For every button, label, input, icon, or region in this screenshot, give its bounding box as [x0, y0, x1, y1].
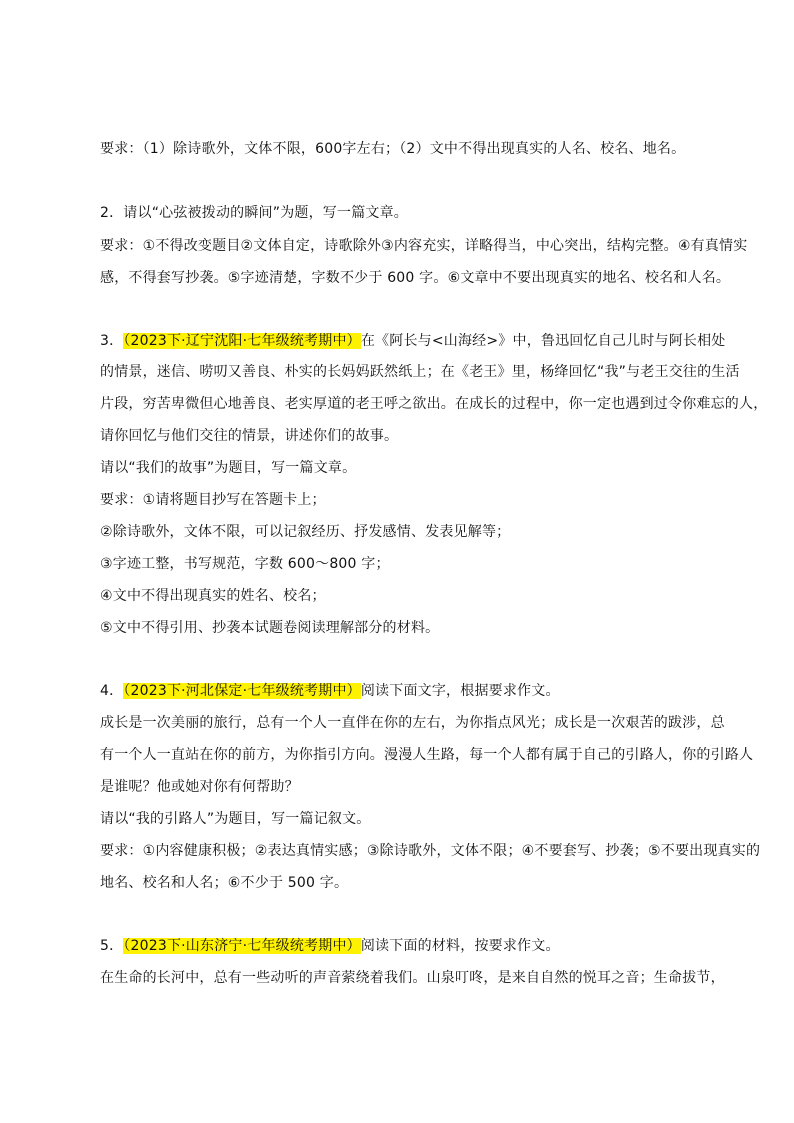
q3-req5: ⑤文中不得引用、抄袭本试题卷阅读理解部分的材料。	[100, 620, 440, 636]
q4-source-highlight: （2023下·河北保定·七年级统考期中）	[123, 683, 361, 699]
q2-requirements-line1: 要求：①不得改变题目②文体自定，诗歌除外③内容充实，详略得当，中心突出，结构完整。④有真情实	[100, 238, 748, 254]
q5-source-highlight: （2023下·山东济宁·七年级统考期中）	[123, 938, 361, 954]
q4-para-line3: 是谁呢？他或她对你有何帮助？	[100, 779, 299, 795]
q4-para-line1: 成长是一次美丽的旅行，总有一个人一直伴在你的左右，为你指点风光；成长是一次艰苦的跋涉，总	[100, 715, 725, 731]
q3-req4: ④文中不得出现真实的姓名、校名；	[100, 588, 326, 604]
q4-number: 4．	[100, 683, 124, 699]
q3-para-line3: 片段，穷苦卑微但心地善良、老实厚道的老王呼之欲出。在成长的过程中，你一定也遇到过令你难忘的人，	[100, 396, 768, 412]
q3-req3: ③字迹工整，书写规范，字数 600～800 字；	[100, 556, 390, 572]
q3-prompt: 请以“我们的故事”为题目，写一篇文章。	[100, 460, 357, 476]
q1-requirements: 要求：（1）除诗歌外，文体不限，600字左右；（2）文中不得出现真实的人名、校名、地名。	[100, 141, 686, 157]
q4-req-line1: 要求：①内容健康积极；②表达真情实感；③除诗歌外，文体不限；④不要套写、抄袭；⑤不要出现真实的	[100, 843, 761, 859]
q4-intro: 阅读下面文字，根据要求作文。	[360, 683, 560, 699]
q5-para-line1: 在生命的长河中，总有一些动听的声音萦绕着我们。山泉叮咚，是来自自然的悦耳之音；生命拔节，	[100, 970, 725, 986]
q4-prompt: 请以“我的引路人”为题目，写一篇记叙文。	[100, 811, 371, 827]
q4-para-line2: 有一个人一直站在你的前方，为你指引方向。漫漫人生路，每一个人都有属于自己的引路人，你的引路人	[100, 747, 754, 763]
q2-requirements-line2: 感，不得套写抄袭。⑤字迹清楚，字数不少于 600 字。⑥文章中不要出现真实的地名、校名和人名。	[100, 270, 731, 286]
q5-number: 5．	[100, 938, 124, 954]
q3-para-line2: 的情景，迷信、唠叨又善良、朴实的长妈妈跃然纸上；在《老王》里，杨绛回忆“我”与老王交往的生活	[100, 364, 740, 380]
q2-title: 2．请以“心弦被拨动的瞬间”为题，写一篇文章。	[100, 205, 409, 221]
q5-header	[100, 936, 560, 956]
q3-number: 3．	[100, 333, 124, 349]
q4-header	[100, 681, 560, 701]
q3-source-highlight: （2023下·辽宁沈阳·七年级统考期中）	[123, 333, 361, 349]
q5-intro: 阅读下面的材料，按要求作文。	[360, 938, 560, 954]
q3-req1: 要求：①请将题目抄写在答题卡上；	[100, 492, 326, 508]
q4-req-line2: 地名、校名和人名；⑥不少于 500 字。	[100, 875, 349, 891]
q3-req2: ②除诗歌外，文体不限，可以记叙经历、抒发感情、发表见解等；	[100, 524, 511, 540]
q3-para-line4: 请你回忆与他们交往的情景，讲述你们的故事。	[100, 428, 399, 444]
q3-header	[100, 331, 726, 351]
q3-intro: 在《阿长与<山海经>》中，鲁迅回忆自己儿时与阿长相处	[360, 333, 726, 349]
